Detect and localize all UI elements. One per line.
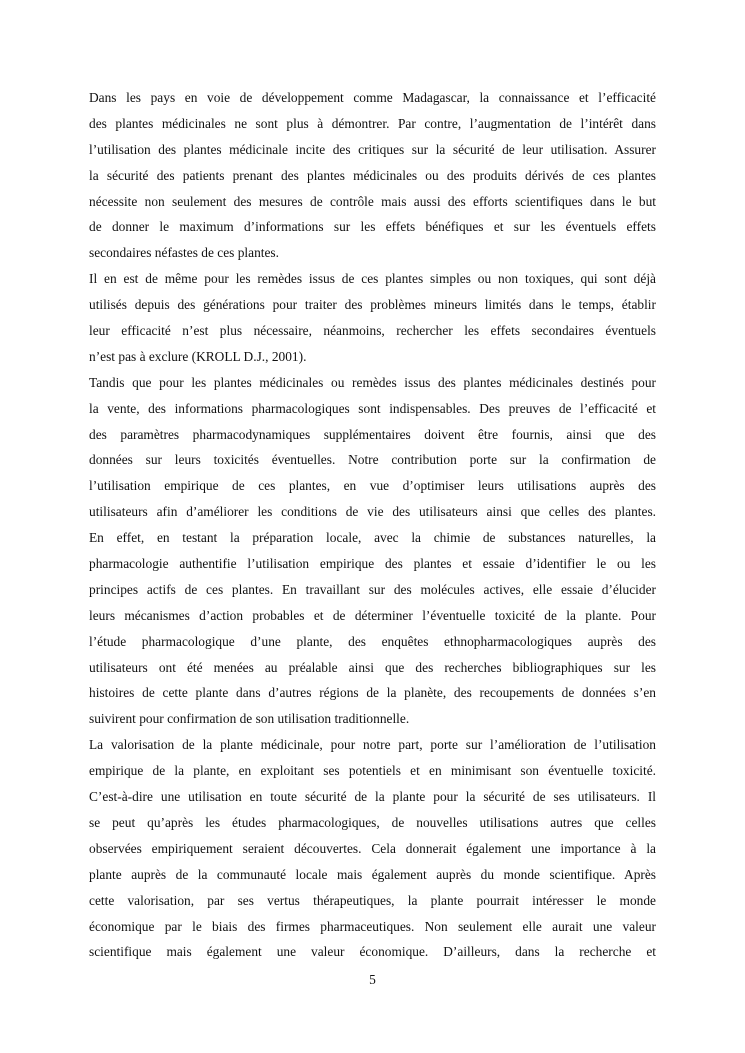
text-line: Dans les pays en voie de développement comme Madagascar, la connaissance et l’efficacité	[89, 90, 656, 105]
paragraph	[89, 266, 656, 370]
paragraph	[89, 370, 656, 732]
text-line: utilisés depuis des générations pour traiter des problèmes mineurs limités dans le temps, établir	[89, 297, 656, 313]
text-line: En effet, en testant la préparation locale, avec la chimie de substances naturelles, la	[89, 530, 656, 546]
text-line: des paramètres pharmacodynamiques supplémentaires doivent être fournis, ainsi que des	[89, 426, 656, 442]
body-text	[89, 85, 656, 965]
text-line: empirique de la plante, en exploitant ses potentiels et en minimisant son éventuelle toxicité.	[89, 763, 656, 779]
text-line: données sur leurs toxicités éventuelles. Notre contribution porte sur la confirmation de	[89, 452, 656, 468]
text-line: nécessite non seulement des mesures de contrôle mais aussi des efforts scientifiques dans le but	[89, 193, 656, 209]
text-line: suivirent pour confirmation de son utilisation traditionnelle.	[89, 711, 410, 727]
text-line: l’étude pharmacologique d’une plante, des enquêtes ethnopharmacologiques auprès des	[89, 633, 656, 649]
text-line: utilisateurs ont été menées au préalable ainsi que des recherches bibliographiques sur les	[89, 659, 656, 675]
text-line: plante auprès de la communauté locale mais également auprès du monde scientifique. Après	[89, 866, 656, 882]
text-line: Tandis que pour les plantes médicinales ou remèdes issus des plantes médicinales destinés pour	[89, 374, 656, 390]
text-line: de donner le maximum d’informations sur les effets bénéfiques et sur les éventuels effets	[89, 219, 656, 235]
text-line: la sécurité des patients prenant des plantes médicinales ou des produits dérivés de ces plantes	[89, 167, 656, 183]
text-line: n’est pas à exclure (KROLL D.J., 2001).	[89, 348, 307, 364]
text-line: pharmacologie authentifie l’utilisation empirique des plantes et essaie d’identifier le ou les	[89, 556, 656, 572]
text-line: l’utilisation empirique de ces plantes, en vue d’optimiser leurs utilisations auprès des	[89, 478, 656, 494]
text-line: leurs mécanismes d’action probables et de déterminer l’éventuelle toxicité de la plante. Pour	[89, 607, 656, 623]
text-line: secondaires néfastes de ces plantes.	[89, 245, 279, 261]
text-line: Il en est de même pour les remèdes issus de ces plantes simples ou non toxiques, qui sont déjà	[89, 271, 656, 287]
text-line: La valorisation de la plante médicinale, pour notre part, porte sur l’amélioration de l’utilisation	[89, 737, 656, 753]
text-line: histoires de cette plante dans d’autres régions de la planète, des recoupements de données s’en	[89, 685, 656, 701]
text-line: cette valorisation, par ses vertus thérapeutiques, la plante pourrait intéresser le monde	[89, 892, 656, 908]
text-line: C’est-à-dire une utilisation en toute sécurité de la plante pour la sécurité de ses utilisateurs. Il	[89, 789, 656, 805]
text-line: la vente, des informations pharmacologiques sont indispensables. Des preuves de l’efficacité et	[89, 400, 656, 416]
text-line: se peut qu’après les études pharmacologiques, de nouvelles utilisations autres que celles	[89, 814, 656, 830]
page-number: 5	[369, 972, 376, 987]
text-line: observées empiriquement seraient découvertes. Cela donnerait également une importance à la	[89, 840, 656, 856]
paragraph	[89, 732, 656, 965]
text-line: économique par le biais des firmes pharmaceutiques. Non seulement elle aurait une valeur	[89, 918, 656, 934]
paragraph	[89, 85, 656, 266]
text-line: des plantes médicinales ne sont plus à démontrer. Par contre, l’augmentation de l’intérêt dans	[89, 115, 656, 131]
text-line: leur efficacité n’est plus nécessaire, néanmoins, rechercher les effets secondaires éventuels	[89, 323, 656, 339]
text-line: principes actifs de ces plantes. En travaillant sur des molécules actives, elle essaie d’élucider	[89, 581, 656, 597]
text-line: utilisateurs afin d’améliorer les conditions de vie des utilisateurs ainsi que celles des plantes.	[89, 504, 656, 520]
text-line: scientifique mais également une valeur économique. D’ailleurs, dans la recherche et	[89, 944, 656, 960]
text-line: l’utilisation des plantes médicinale incite des critiques sur la sécurité de leur utilisation. Assurer	[89, 141, 656, 157]
